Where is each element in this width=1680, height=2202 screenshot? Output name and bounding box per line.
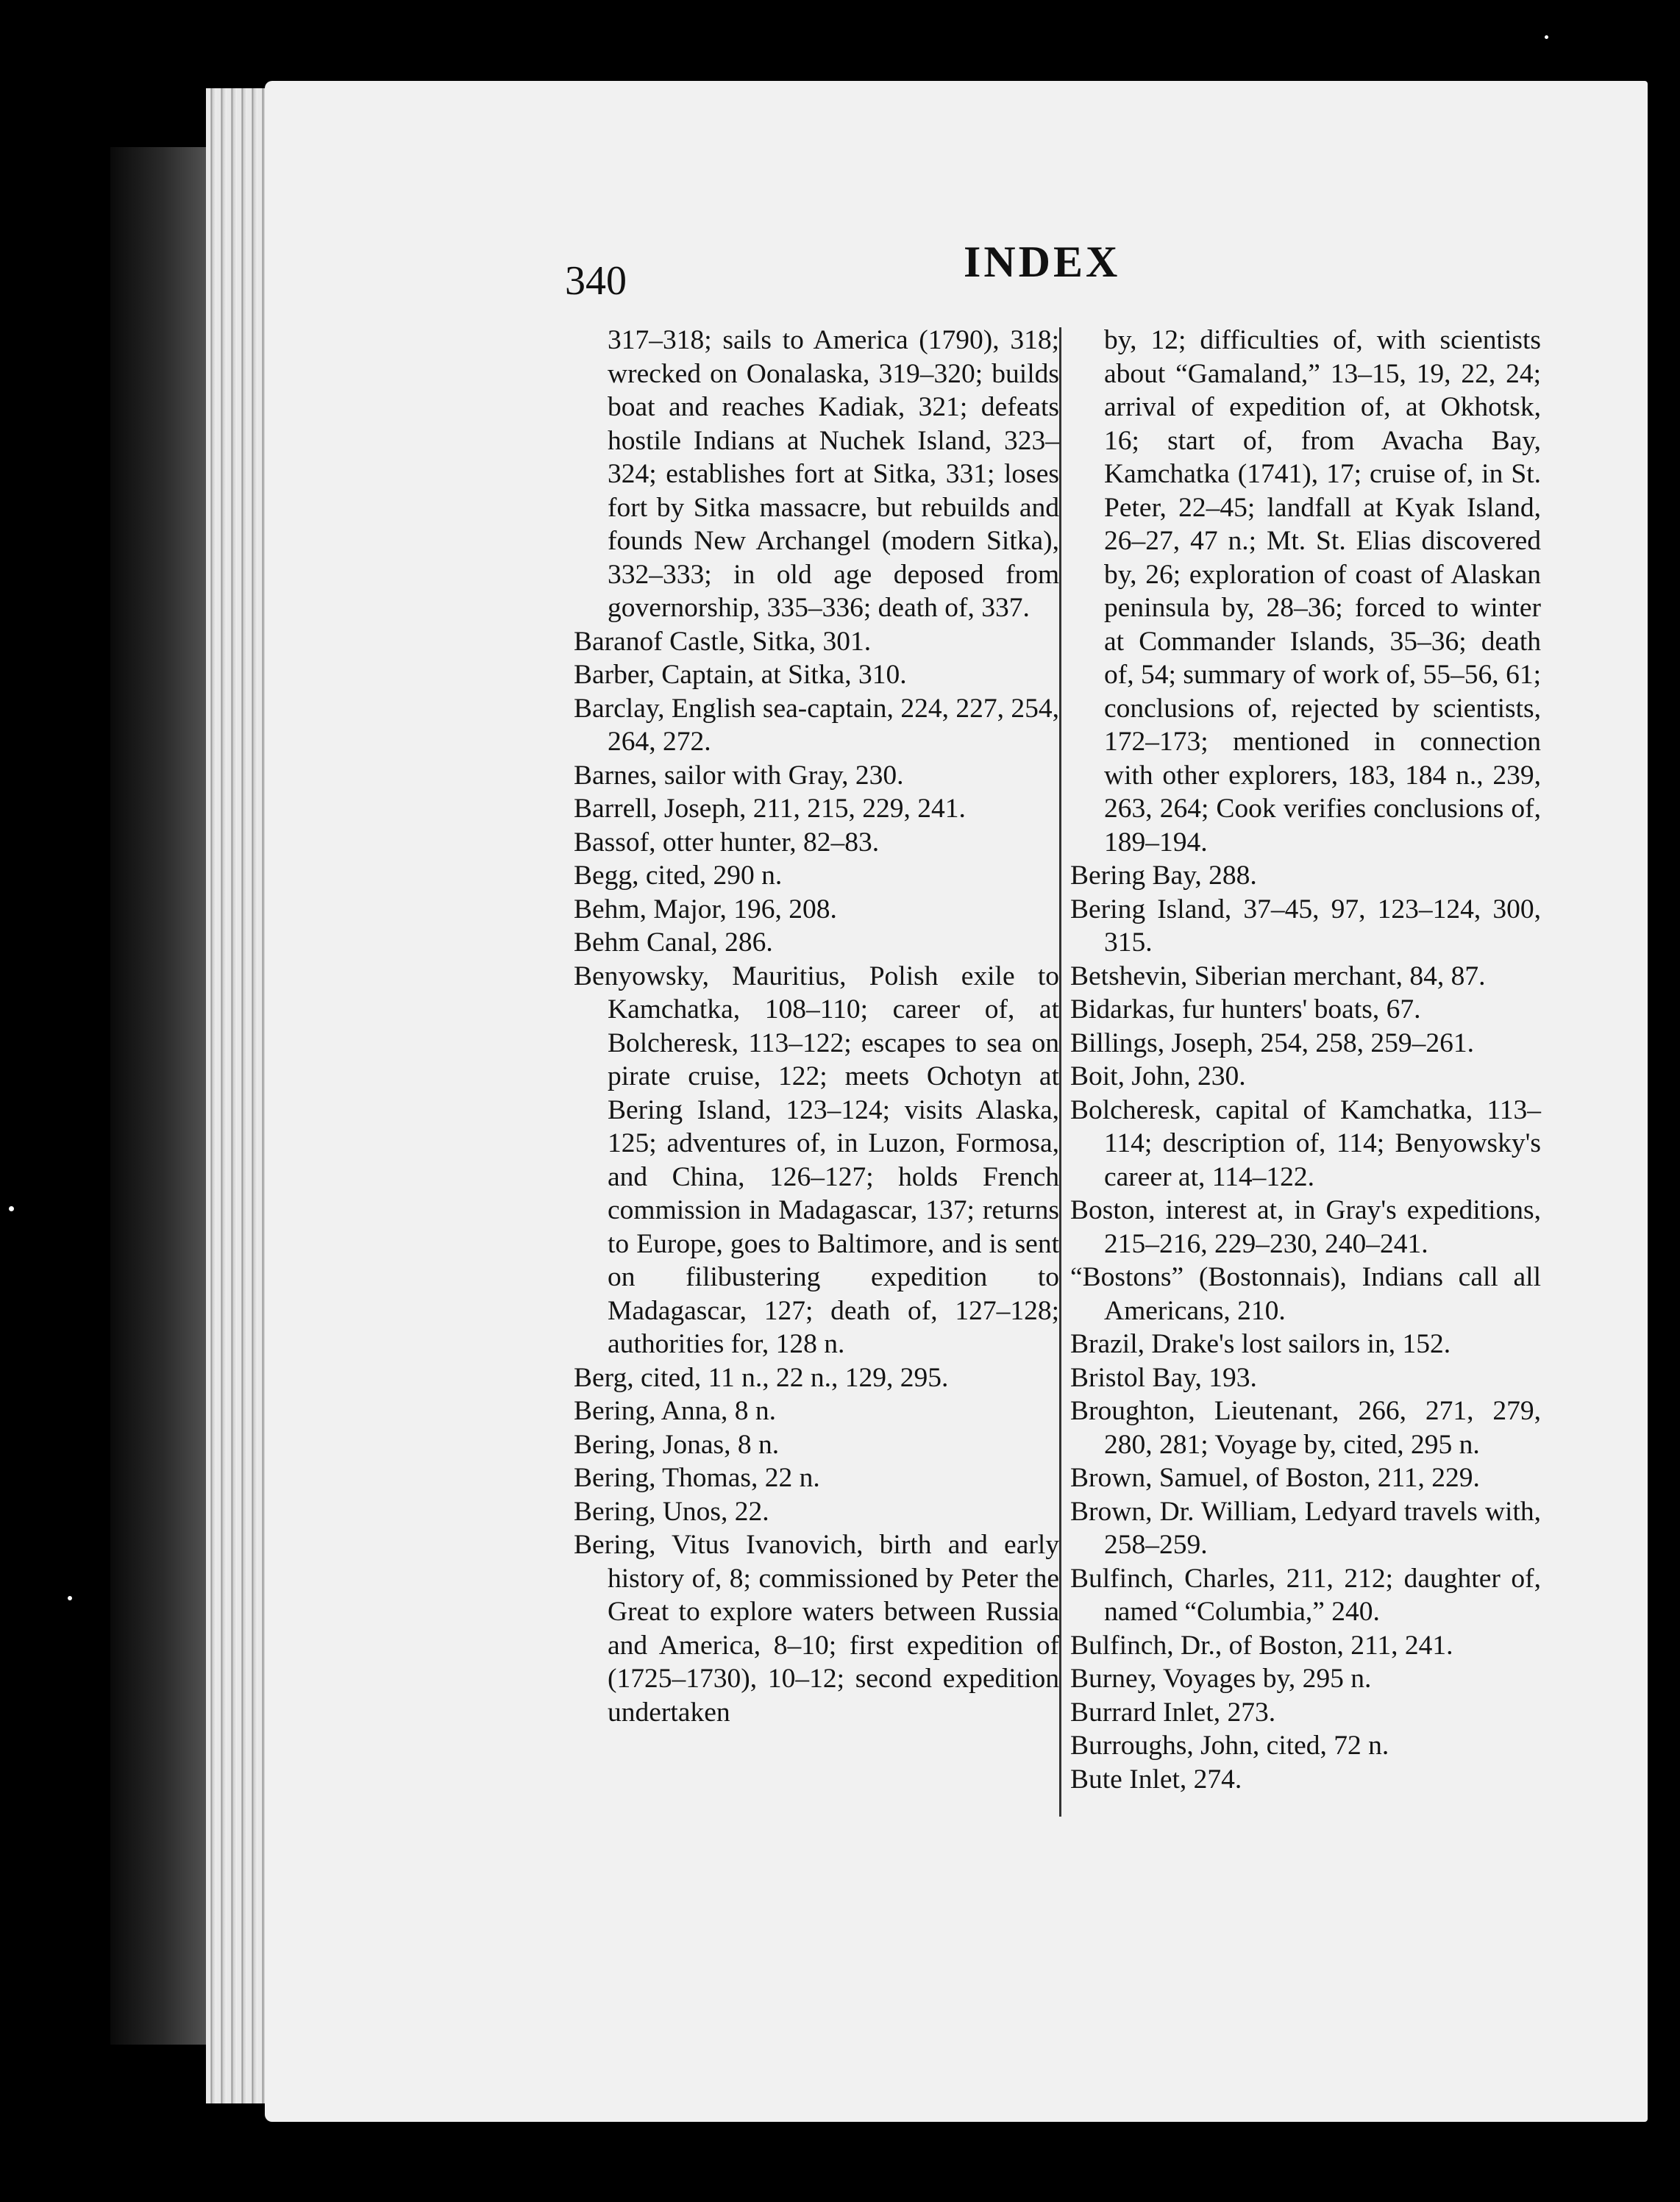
index-entry: Bulfinch, Dr., of Boston, 211, 241. [1070, 1630, 1453, 1661]
index-entry: Bering, Unos, 22. [574, 1496, 769, 1527]
index-entry: Billings, Joseph, 254, 258, 259–261. [1070, 1027, 1474, 1058]
index-entry: Burney, Voyages by, 295 n. [1070, 1664, 1372, 1694]
index-entry: Brown, Dr. William, Ledyard travels with, 258–259. [1070, 1496, 1541, 1560]
index-entry: Barnes, sailor with Gray, 230. [574, 760, 904, 791]
dust-speck [1545, 35, 1548, 39]
index-entry: 317–318; sails to America (1790), 318; wrecked on Oonalaska, 319–320; builds boat and reaches Kadiak, 321; defeats hostile Indians at Nuchek Island, 323–324; establishes fort at Sitka, 331; loses fort by Sitka massacre, but rebuilds and founds New Archangel (modern Sitka), 332–333; in old age deposed from governorship, 335–336; death of, 337. [608, 325, 1059, 623]
index-entry: Burroughs, John, cited, 72 n. [1070, 1731, 1389, 1761]
index-entry: Bulfinch, Charles, 211, 212; daughter of, named “Columbia,” 240. [1070, 1563, 1541, 1627]
index-entry: Bering, Anna, 8 n. [574, 1396, 776, 1426]
index-entry: Baranof Castle, Sitka, 301. [574, 626, 872, 657]
index-entry: Barclay, English sea-captain, 224, 227, 254, 264, 272. [574, 693, 1059, 757]
index-entry: Benyowsky, Mauritius, Polish exile to Kamchatka, 108–110; career of, at Bolcheresk, 113–122; escapes to sea on pirate cruise, 122; meets Ochotyn at Bering Island, 123–124; visits Alaska, 125; adventures of, in Luzon, Formosa, and China, 126–127; holds French commission in Madagascar, 137; returns to Europe, goes to Baltimore, and is sent on filibustering expedition to Madagascar, 127; death of, 127–128; authorities for, 128 n. [574, 961, 1059, 1359]
index-entry: Begg, cited, 290 n. [574, 861, 783, 891]
page-number: 340 [565, 258, 627, 304]
index-entry: Bering, Jonas, 8 n. [574, 1429, 780, 1460]
index-entry: Broughton, Lieutenant, 266, 271, 279, 280, 281; Voyage by, cited, 295 n. [1070, 1396, 1541, 1460]
index-entry: Bering Island, 37–45, 97, 123–124, 300, 315. [1070, 894, 1541, 958]
index-entry: Barber, Captain, at Sitka, 310. [574, 660, 907, 690]
index-column-right [1070, 324, 1541, 1796]
index-entry: Bristol Bay, 193. [1070, 1362, 1257, 1393]
index-entry: Behm Canal, 286. [574, 927, 773, 958]
index-entry: Bidarkas, fur hunters' boats, 67. [1070, 994, 1421, 1025]
index-entry: by, 12; difficulties of, with scientists about “Gamaland,” 13–15, 19, 22, 24; arrival of expedition of, at Okhotsk, 16; start of, from Avacha Bay, Kamchatka (1741), 17; cruise of, in St. Peter, 22–45; landfall at Kyak Island, 26–27, 47 n.; Mt. St. Elias discovered by, 26; exploration of coast of Alaskan peninsula by, 28–36; forced to winter at Commander Islands, 35–36; death of, 54; summary of work of, 55–56, 61; conclusions of, rejected by scientists, 172–173; mentioned in connection with other explorers, 183, 184 n., 239, 263, 264; Cook verifies conclusions of, 189–194. [1104, 325, 1541, 858]
index-column-left [574, 324, 1059, 1729]
index-entry: Bolcheresk, capital of Kamchatka, 113–114; description of, 114; Benyowsky's career at, 114–122. [1070, 1094, 1541, 1192]
index-entry: Barrell, Joseph, 211, 215, 229, 241. [574, 794, 966, 824]
index-entry: “Bostons” (Bostonnais), Indians call all Americans, 210. [1070, 1262, 1541, 1326]
index-entry: Bering, Thomas, 22 n. [574, 1463, 820, 1493]
index-entry: Berg, cited, 11 n., 22 n., 129, 295. [574, 1362, 949, 1393]
dust-speck [68, 1596, 72, 1600]
dust-speck [9, 1206, 14, 1211]
index-entry: Betshevin, Siberian merchant, 84, 87. [1070, 961, 1486, 991]
index-entry: Bute Inlet, 274. [1070, 1764, 1242, 1795]
index-entry: Boston, interest at, in Gray's expeditions, 215–216, 229–230, 240–241. [1070, 1195, 1541, 1259]
index-entry: Brazil, Drake's lost sailors in, 152. [1070, 1329, 1451, 1359]
column-divider [1059, 327, 1061, 1817]
index-entry: Brown, Samuel, of Boston, 211, 229. [1070, 1463, 1480, 1493]
index-entry: Bering Bay, 288. [1070, 861, 1257, 891]
index-entry: Bassof, otter hunter, 82–83. [574, 827, 880, 858]
index-entry: Boit, John, 230. [1070, 1061, 1246, 1091]
index-entry: Bering, Vitus Ivanovich, birth and early history of, 8; commissioned by Peter the Great to explore waters between Russia and America, 8–10; first expedition of (1725–1730), 10–12; second expedition undertaken [574, 1530, 1059, 1728]
index-entry: Behm, Major, 196, 208. [574, 894, 837, 924]
index-entry: Burrard Inlet, 273. [1070, 1697, 1276, 1728]
page-title: INDEX [964, 238, 1121, 286]
